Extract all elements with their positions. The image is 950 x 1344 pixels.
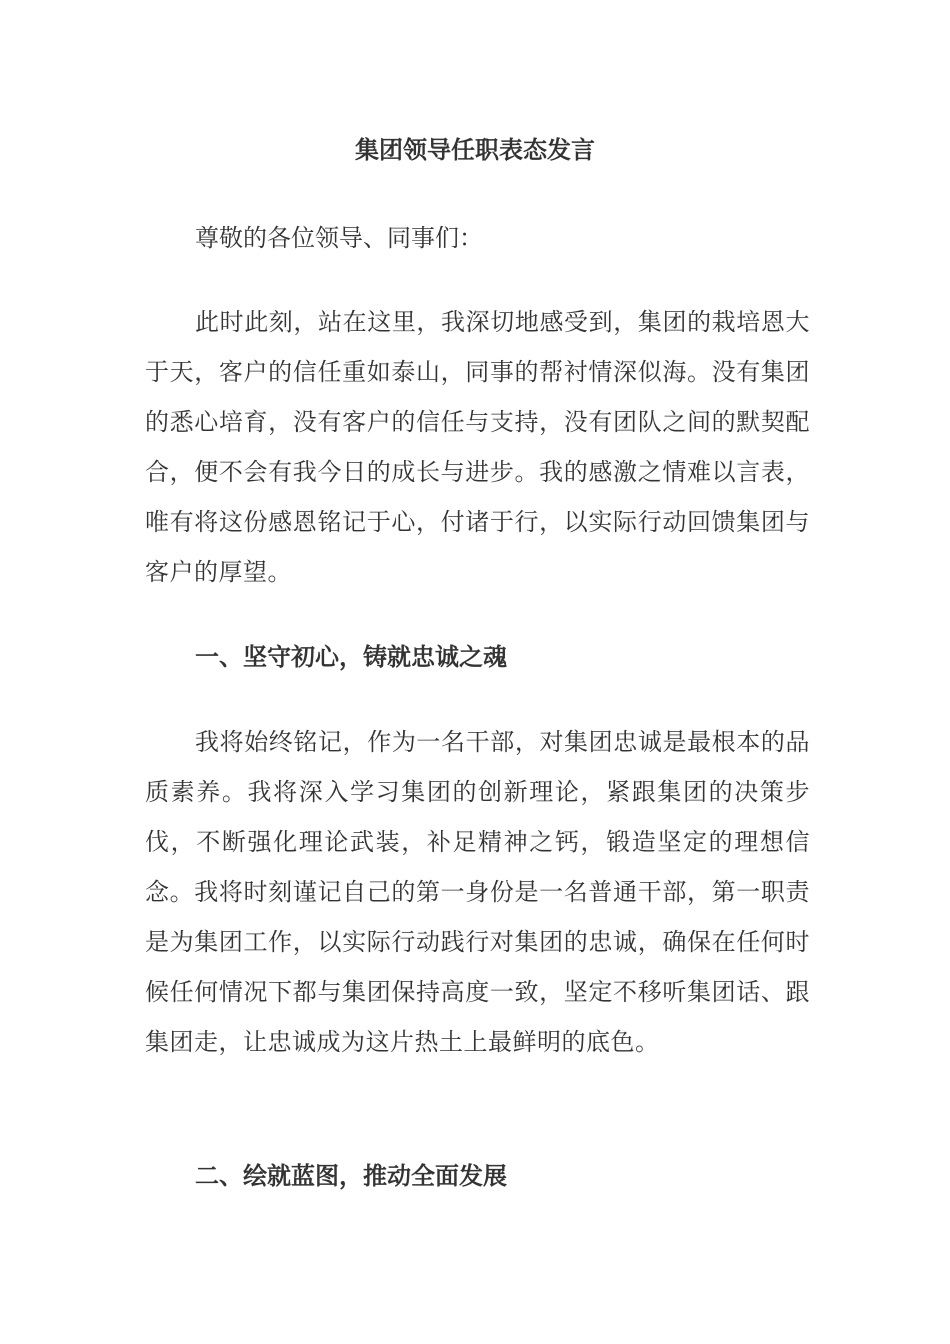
section-heading-1: 一、坚守初心，铸就忠诚之魂 — [195, 643, 507, 671]
salutation: 尊敬的各位领导、同事们： — [195, 224, 483, 252]
document-title: 集团领导任职表态发言 — [355, 136, 595, 164]
paragraph-gratitude: 此时此刻，站在这里，我深切地感受到，集团的栽培恩大于天，客户的信任重如泰山，同事的帮衬情深似海。没有集团的悉心培育，没有客户的信任与支持，没有团队之间的默契配合，便不会有我今日的成长与进步。我的感激之情难以言表，唯有将这份感恩铭记于心，付诸于行，以实际行动回馈集团与客户的厚望。 — [145, 308, 810, 586]
paragraph-loyalty: 我将始终铭记，作为一名干部，对集团忠诚是最根本的品质素养。我将深入学习集团的创新理论，紧跟集团的决策步伐，不断强化理论武装，补足精神之钙，锻造坚定的理想信念。我将时刻谨记自己的第一身份是一名普通干部，第一职责是为集团工作，以实际行动践行对集团的忠诚，确保在任何时候任何情况下都与集团保持高度一致，坚定不移听集团话、跟集团走，让忠诚成为这片热土上最鲜明的底色。 — [145, 728, 810, 1056]
section-heading-2: 二、绘就蓝图，推动全面发展 — [195, 1162, 507, 1190]
